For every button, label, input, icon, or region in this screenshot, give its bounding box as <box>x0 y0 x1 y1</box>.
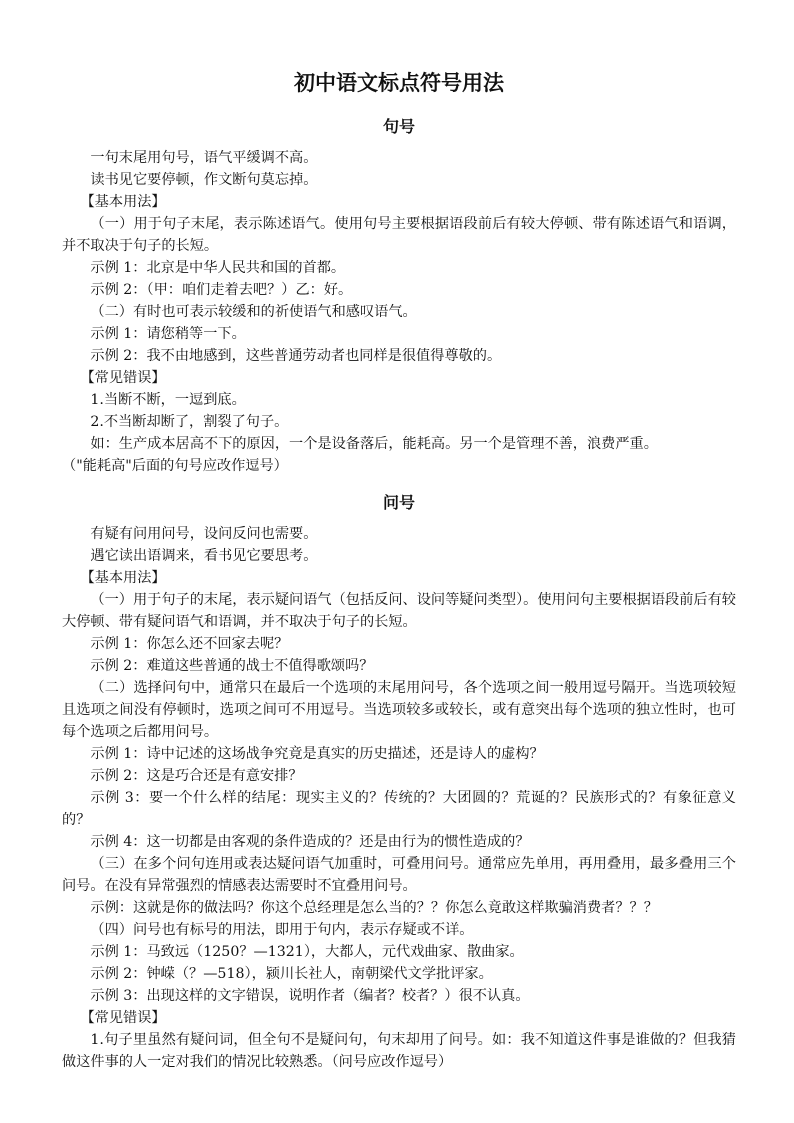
example-line: 示例 1：北京是中华人民共和国的首都。 <box>90 260 346 276</box>
subheading-basic-usage: 【基本用法】 <box>80 194 166 210</box>
example-line: 示例 3：出现这样的文字错误，说明作者（编者？校者？）很不认真。 <box>90 988 530 1004</box>
example-line: 示例 2：难道这些普通的战士不值得歌颂吗？ <box>90 658 374 674</box>
usage-paragraph: （一）用于句子的末尾，表示疑问语气（包括反问、设问等疑问类型）。使用问句主要根据语段前后有较大停顿、带有疑问语气和语调，并不取决于句子的长短。 <box>62 592 736 630</box>
example-line: 示例 1：诗中记述的这场战争究竟是真实的历史描述，还是诗人的虚构？ <box>90 746 544 762</box>
mnemonic-line: 读书见它要停顿，作文断句莫忘掉。 <box>90 172 318 188</box>
error-note: （"能耗高"后面的句号应改作逗号） <box>62 458 288 474</box>
section-question-mark <box>62 523 736 1073</box>
example-line: 示例 1：马致远（1250？—1321），大都人，元代戏曲家、散曲家。 <box>90 944 524 960</box>
error-item: 2.不当断却断了，割裂了句子。 <box>90 414 289 430</box>
usage-paragraph: （三）在多个问句连用或表达疑问语气加重时，可叠用问号。通常应先单用，再用叠用，最多叠用三个问号。在没有异常强烈的情感表达需要时不宜叠用问号。 <box>62 856 736 894</box>
usage-paragraph: （二）选择问句中，通常只在最后一个选项的末尾用问号，各个选项之间一般用逗号隔开。当选项较短且选项之间没有停顿时，选项之间可不用逗号。当选项较多或较长，或有意突出每个选项的独立性时，也可每个选项之后都用问号。 <box>62 680 736 740</box>
usage-paragraph: （二）有时也可表示较缓和的祈使语气和感叹语气。 <box>90 304 417 320</box>
usage-paragraph: （一）用于句子末尾，表示陈述语气。使用句号主要根据语段前后有较大停顿、带有陈述语气和语调，并不取决于句子的长短。 <box>62 216 736 254</box>
mnemonic-line: 有疑有问用问号，设问反问也需要。 <box>90 526 318 542</box>
subheading-basic-usage: 【基本用法】 <box>80 570 166 586</box>
section-title-question-mark: 问号 <box>382 493 415 512</box>
error-item: 1.当断不断，一逗到底。 <box>90 392 246 408</box>
example-line: 示例 1：你怎么还不回家去呢？ <box>90 636 289 652</box>
example-line: 示例 1：请您稍等一下。 <box>90 326 246 342</box>
mnemonic-line: 遇它读出语调来，看书见它要思考。 <box>90 548 318 564</box>
example-line: 示例 2：钟嵘（？—518），颍川长社人，南朝梁代文学批评家。 <box>90 966 493 982</box>
error-example: 如：生产成本居高不下的原因，一个是设备落后，能耗高。另一个是管理不善，浪费严重。 <box>90 436 658 452</box>
error-item: 1.句子里虽然有疑问词，但全句不是疑问句，句末却用了问号。如：我不知道这件事是谁做的？但我猜做这件事的人一定对我们的情况比较熟悉。（问号应改作逗号） <box>62 1032 736 1070</box>
example-line: 示例 2：（甲：咱们走着去吧？）乙：好。 <box>90 282 353 298</box>
section-title-period: 句号 <box>382 117 415 136</box>
example-line: 示例 4：这一切都是由客观的条件造成的？还是由行为的惯性造成的？ <box>90 834 530 850</box>
document-title: 初中语文标点符号用法 <box>294 71 504 95</box>
subheading-common-errors: 【常见错误】 <box>80 370 166 386</box>
example-line: 示例 3：要一个什么样的结尾：现实主义的？传统的？大团圆的？荒诞的？民族形式的？有象征意义的？ <box>62 790 736 828</box>
document <box>62 64 736 1073</box>
subheading-common-errors: 【常见错误】 <box>80 1010 166 1026</box>
usage-paragraph: （四）问号也有标号的用法，即用于句内，表示存疑或不详。 <box>90 922 474 938</box>
example-line: 示例 2：这是巧合还是有意安排？ <box>90 768 303 784</box>
mnemonic-line: 一句末尾用句号，语气平缓调不高。 <box>90 150 318 166</box>
section-period <box>62 147 736 477</box>
example-line: 示例：这就是你的做法吗？你这个总经理是怎么当的？？你怎么竟敢这样欺骗消费者？？？ <box>90 900 658 916</box>
example-line: 示例 2：我不由地感到，这些普通劳动者也同样是很值得尊敬的。 <box>90 348 502 364</box>
